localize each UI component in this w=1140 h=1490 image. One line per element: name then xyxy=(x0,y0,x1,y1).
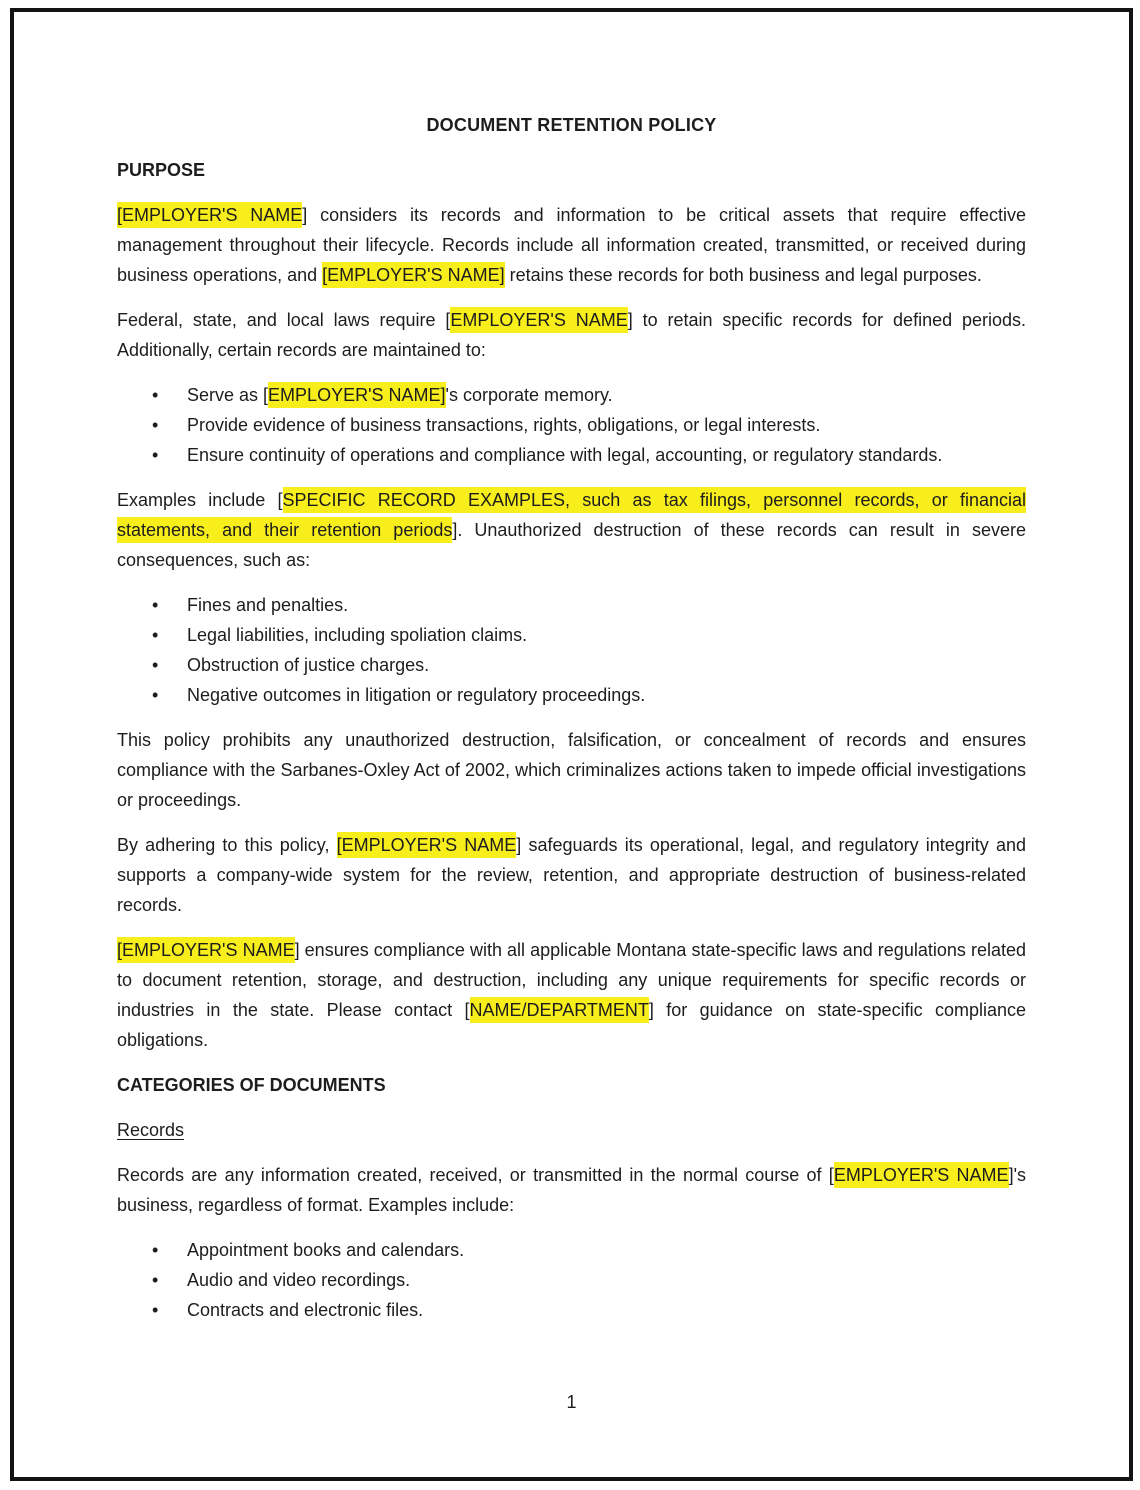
list-item xyxy=(187,590,1026,620)
text-segment: Audio and video recordings. xyxy=(187,1270,411,1290)
text-segment: ] considers its records and information to be critical assets that require effective management throughout their lifecycle. Records include all information created, transmitted, or received during business operations, and xyxy=(117,205,1026,285)
text-segment: 's corporate memory. xyxy=(445,385,613,405)
section-heading: PURPOSE xyxy=(117,160,206,180)
text-segment: Serve as [ xyxy=(187,385,269,405)
list-item xyxy=(187,380,1026,410)
text-segment: Records are any information created, received, or transmitted in the normal course of [ xyxy=(117,1165,834,1185)
paragraph xyxy=(117,305,1026,365)
page-number: 1 xyxy=(566,1392,577,1412)
paragraph xyxy=(117,725,1026,815)
text-segment: ] safeguards its operational, legal, and regulatory integrity and supports a company-wide system for the review, retention, and appropriate destruction of business-related records. xyxy=(117,835,1026,915)
placeholder-highlight: EMPLOYER'S NAME xyxy=(834,1162,1009,1188)
placeholder-highlight: [EMPLOYER'S NAME] xyxy=(322,262,504,288)
text-segment: By adhering to this policy, xyxy=(117,835,337,855)
paragraph xyxy=(117,485,1026,575)
list-item xyxy=(187,410,1026,440)
list-item xyxy=(187,440,1026,470)
list-item xyxy=(187,620,1026,650)
document-blocks xyxy=(117,155,1026,1325)
text-segment: Fines and penalties. xyxy=(187,595,349,615)
list-item xyxy=(187,650,1026,680)
text-segment: Examples include [ xyxy=(117,490,283,510)
placeholder-highlight: NAME/DEPARTMENT xyxy=(470,997,649,1023)
placeholder-highlight: EMPLOYER'S NAME xyxy=(450,307,627,333)
sub-heading: Records xyxy=(117,1120,185,1140)
placeholder-highlight: SPECIFIC RECORD EXAMPLES, such as tax filings, personnel records, or financial statements, and their retention periods xyxy=(117,487,1026,543)
section-heading: CATEGORIES OF DOCUMENTS xyxy=(117,1075,386,1095)
bullet-list xyxy=(117,380,1026,470)
list-item xyxy=(187,1265,1026,1295)
list-item xyxy=(187,680,1026,710)
paragraph xyxy=(117,935,1026,1055)
document-body xyxy=(117,0,1027,1412)
text-segment: Obstruction of justice charges. xyxy=(187,655,430,675)
text-segment: This policy prohibits any unauthorized destruction, falsification, or concealment of records and ensures compliance with the Sarbanes-Oxley Act of 2002, which criminalizes actions taken to impede official investigations or proceedings. xyxy=(117,730,1026,810)
placeholder-highlight: EMPLOYER'S NAME] xyxy=(268,382,445,408)
bullet-list xyxy=(117,590,1026,710)
paragraph xyxy=(117,200,1026,290)
paragraph xyxy=(117,830,1026,920)
list-item xyxy=(187,1235,1026,1265)
text-segment: Ensure continuity of operations and compliance with legal, accounting, or regulatory standards. xyxy=(187,445,943,465)
text-segment: Negative outcomes in litigation or regulatory proceedings. xyxy=(187,685,646,705)
placeholder-highlight: [EMPLOYER'S NAME xyxy=(337,832,517,858)
text-segment: ] ensures compliance with all applicable Montana state-specific laws and regulations related to document retention, storage, and destruction, including any unique requirements for specific records or industries in the state. Please contact [ xyxy=(117,940,1026,1020)
text-segment: Legal liabilities, including spoliation claims. xyxy=(187,625,528,645)
placeholder-highlight: [EMPLOYER'S NAME xyxy=(117,937,295,963)
text-segment: Federal, state, and local laws require [ xyxy=(117,310,451,330)
paragraph xyxy=(117,1160,1026,1220)
list-item xyxy=(187,1295,1026,1325)
text-segment: Appointment books and calendars. xyxy=(187,1240,465,1260)
text-segment: ]. Unauthorized destruction of these records can result in severe consequences, such as: xyxy=(117,520,1026,570)
text-segment: ] to retain specific records for defined periods. Additionally, certain records are maintained to: xyxy=(117,310,1027,360)
text-segment: Provide evidence of business transactions, rights, obligations, or legal interests. xyxy=(187,415,821,435)
text-segment: Contracts and electronic files. xyxy=(187,1300,424,1320)
text-segment: ] for guidance on state-specific compliance obligations. xyxy=(117,1000,1027,1050)
placeholder-highlight: [EMPLOYER'S NAME xyxy=(117,202,302,228)
text-segment: ]'s business, regardless of format. Examples include: xyxy=(117,1165,1026,1215)
text-segment: retains these records for both business and legal purposes. xyxy=(504,265,982,285)
page-title: DOCUMENT RETENTION POLICY xyxy=(426,115,717,135)
bullet-list xyxy=(117,1235,1026,1325)
